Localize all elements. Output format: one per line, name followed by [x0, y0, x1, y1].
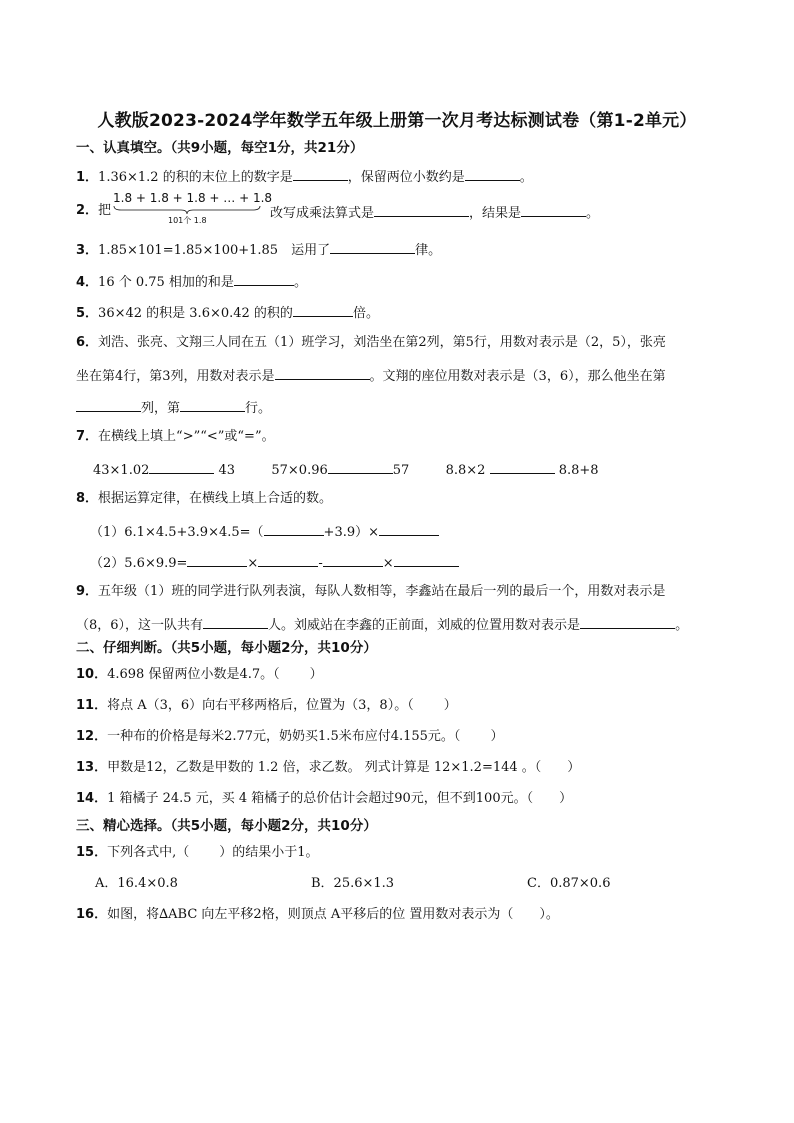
- option-c[interactable]: C．0.87×0.6: [527, 876, 611, 891]
- option-a[interactable]: A．16.4×0.8: [95, 876, 178, 891]
- answer-blank[interactable]: [275, 366, 370, 380]
- question-16: 16．如图，将∆ABC 向左平移2格，则顶点 A平移后的位 置用数对表示为（ ）。: [76, 907, 559, 922]
- answer-blank[interactable]: [258, 553, 318, 567]
- answer-blank[interactable]: [293, 303, 353, 317]
- section-1-heading: 一、认真填空。（共9小题，每空1分，共21分）: [76, 140, 364, 156]
- question-5: 5．36×42 的积是 3.6×0.42 的积的 倍。: [76, 303, 379, 322]
- question-14: 14．1 箱橘子 24.5 元，买 4 箱橘子的总价估计会超过90元，但不到100元。（ ）: [76, 791, 573, 806]
- answer-blank[interactable]: [490, 460, 555, 474]
- question-12: 12．一种布的价格是每米2.77元，奶奶买1.5米布应付4.155元。（ ）: [76, 729, 504, 744]
- question-1: 1．1.36×1.2 的积的末位上的数字是 ，保留两位小数约是 。: [76, 167, 533, 186]
- answer-blank[interactable]: [76, 398, 141, 412]
- answer-blank[interactable]: [234, 272, 294, 286]
- answer-blank[interactable]: [180, 398, 245, 412]
- answer-blank[interactable]: [521, 203, 586, 217]
- answer-blank[interactable]: [323, 553, 383, 567]
- answer-blank[interactable]: [264, 522, 324, 536]
- sum-expression: 1.8 + 1.8 + 1.8 + … + 1.8: [113, 191, 273, 205]
- answer-blank[interactable]: [379, 522, 439, 536]
- answer-blank[interactable]: [149, 460, 214, 474]
- answer-blank[interactable]: [374, 203, 469, 217]
- underbrace-icon: [113, 205, 261, 215]
- option-b[interactable]: B．25.6×1.3: [311, 876, 395, 891]
- sum-underbrace-label: 101个 1.8: [168, 216, 207, 225]
- section-2-heading: 二、仔细判断。（共5小题，每小题2分，共10分）: [76, 640, 377, 656]
- page-title: 人教版2023-2024学年数学五年级上册第一次月考达标测试卷（第1-2单元）: [97, 111, 697, 131]
- answer-blank[interactable]: [394, 553, 459, 567]
- question-10: 10．4.698 保留两位小数是4.7。（ ）: [76, 667, 323, 682]
- answer-blank[interactable]: [465, 167, 520, 181]
- question-3: 3．1.85×101=1.85×100+1.85 运用了 律。: [76, 240, 441, 259]
- question-4: 4．16 个 0.75 相加的和是 。: [76, 272, 307, 291]
- section-3-heading: 三、精心选择。（共5小题，每小题2分，共10分）: [76, 818, 377, 834]
- answer-blank[interactable]: [293, 167, 348, 181]
- question-11: 11．将点 A（3，6）向右平移两格后，位置为（3，8）。（ ）: [76, 698, 457, 713]
- question-13: 13．甲数是12，乙数是甲数的 1.2 倍，求乙数。 列式计算是 12×1.2=144 。（ ）: [76, 760, 581, 775]
- answer-blank[interactable]: [330, 240, 415, 254]
- answer-blank[interactable]: [203, 615, 268, 629]
- answer-blank[interactable]: [187, 553, 247, 567]
- answer-blank[interactable]: [328, 460, 393, 474]
- answer-blank[interactable]: [580, 615, 675, 629]
